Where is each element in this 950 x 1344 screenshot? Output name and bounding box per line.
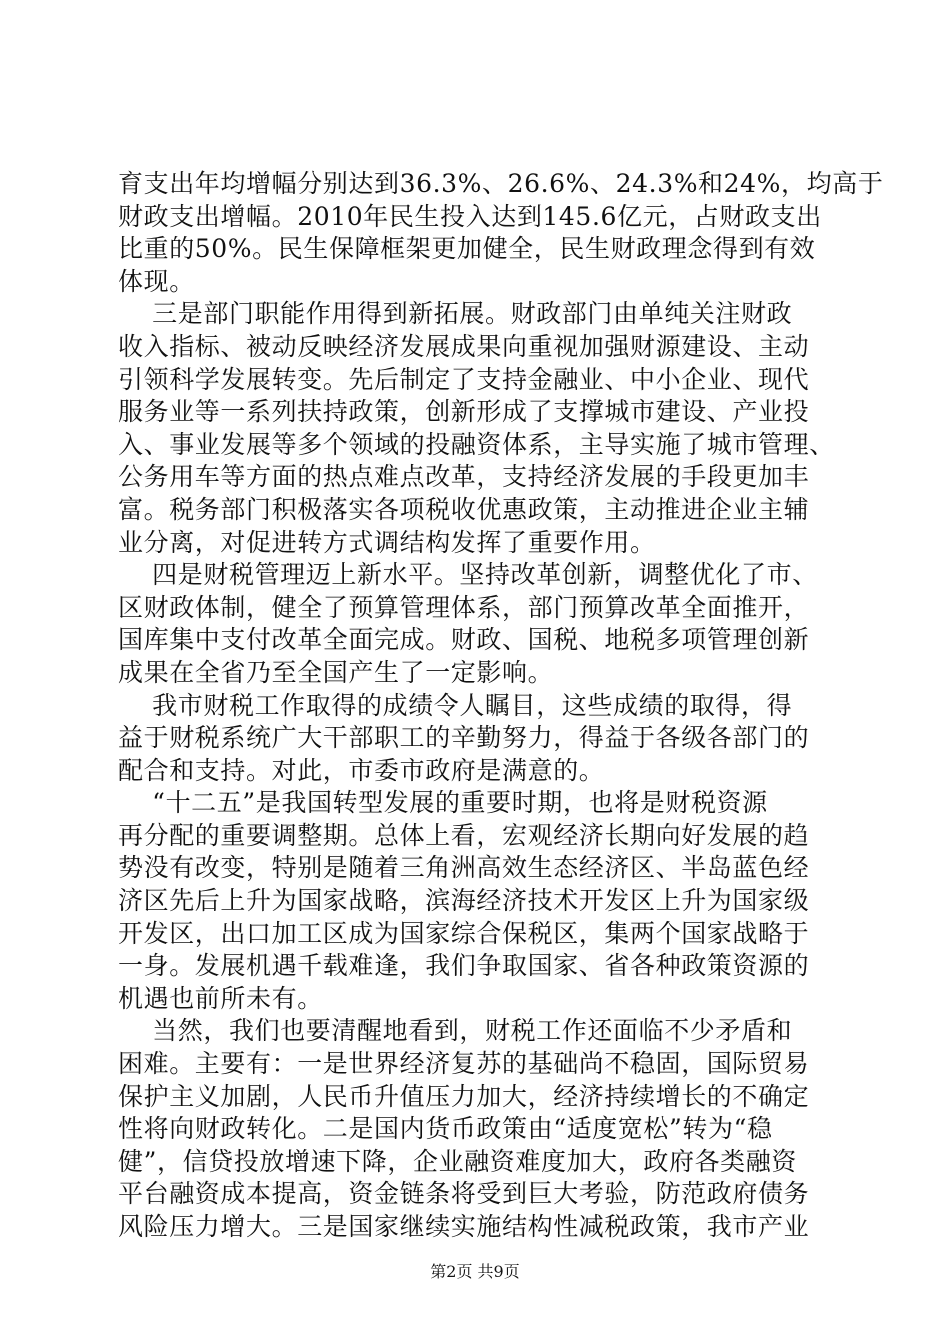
text-line: 业分离，对促进转方式调结构发挥了重要作用。: [118, 527, 656, 557]
text-line: 配合和支持。对此，市委市政府是满意的。: [118, 755, 605, 785]
text-line: 健”，信贷投放增速下降，企业融资难度加大，政府各类融资: [118, 1146, 797, 1176]
text-line: 区财政体制，健全了预算管理体系，部门预算改革全面推开，: [118, 592, 810, 622]
text-line: 再分配的重要调整期。总体上看，宏观经济长期向好发展的趋: [118, 820, 810, 850]
text-line: 比重的50%。民生保障框架更加健全，民生财政理念得到有效: [118, 234, 816, 264]
text-line: 四是财税管理迈上新水平。坚持改革创新，调整优化了市、: [118, 560, 818, 590]
page-footer: 第2页 共9页: [430, 1262, 520, 1281]
text-line: 一身。发展机遇千载难逢，我们争取国家、省各种政策资源的: [118, 951, 810, 981]
text-line: 济区先后上升为国家战略，滨海经济技术开发区上升为国家级: [118, 886, 810, 916]
text-line: 当然，我们也要清醒地看到，财税工作还面临不少矛盾和: [118, 1016, 793, 1046]
text-line: 引领科学发展转变。先后制定了支持金融业、中小企业、现代: [118, 364, 810, 394]
body-text: [118, 168, 884, 1244]
text-line: 我市财税工作取得的成绩令人瞩目，这些成绩的取得，得: [118, 690, 793, 720]
text-line: 困难。主要有：一是世界经济复苏的基础尚不稳固，国际贸易: [118, 1049, 810, 1079]
text-line: 性将向财政转化。二是国内货币政策由“适度宽松”转为“稳: [118, 1114, 773, 1144]
text-line: 益于财税系统广大干部职工的辛勤努力，得益于各级各部门的: [118, 723, 810, 753]
text-line: 保护主义加剧，人民币升值压力加大，经济持续增长的不确定: [118, 1081, 810, 1111]
text-line: 国库集中支付改革全面完成。财政、国税、地税多项管理创新: [118, 625, 810, 655]
text-line: 育支出年均增幅分别达到36.3%、26.6%、24.3%和24%，均高于: [118, 169, 884, 198]
text-line: “十二五”是我国转型发展的重要时期，也将是财税资源: [118, 788, 768, 818]
text-line: 公务用车等方面的热点难点改革，支持经济发展的手段更加丰: [118, 462, 810, 492]
text-line: 开发区，出口加工区成为国家综合保税区，集两个国家战略于: [118, 918, 810, 948]
text-line: 收入指标、被动反映经济发展成果向重视加强财源建设、主动: [118, 331, 810, 361]
text-line: 服务业等一系列扶持政策，创新形成了支撑城市建设、产业投: [118, 397, 810, 427]
text-line: 入、事业发展等多个领域的投融资体系，主导实施了城市管理、: [118, 429, 835, 459]
text-line: 成果在全省乃至全国产生了一定影响。: [118, 657, 554, 687]
text-line: 风险压力增大。三是国家继续实施结构性减税政策，我市产业: [118, 1212, 810, 1241]
text-line: 势没有改变，特别是随着三角洲高效生态经济区、半岛蓝色经: [118, 853, 810, 883]
text-line: 三是部门职能作用得到新拓展。财政部门由单纯关注财政: [118, 299, 793, 329]
text-line: 体现。: [118, 266, 195, 296]
text-line: 机遇也前所未有。: [118, 983, 323, 1013]
text-line: 富。税务部门积极落实各项税收优惠政策，主动推进企业主辅: [118, 494, 810, 524]
text-line: 平台融资成本提高，资金链条将受到巨大考验，防范政府债务: [118, 1179, 810, 1209]
text-line: 财政支出增幅。2010年民生投入达到145.6亿元，占财政支出: [118, 201, 822, 231]
